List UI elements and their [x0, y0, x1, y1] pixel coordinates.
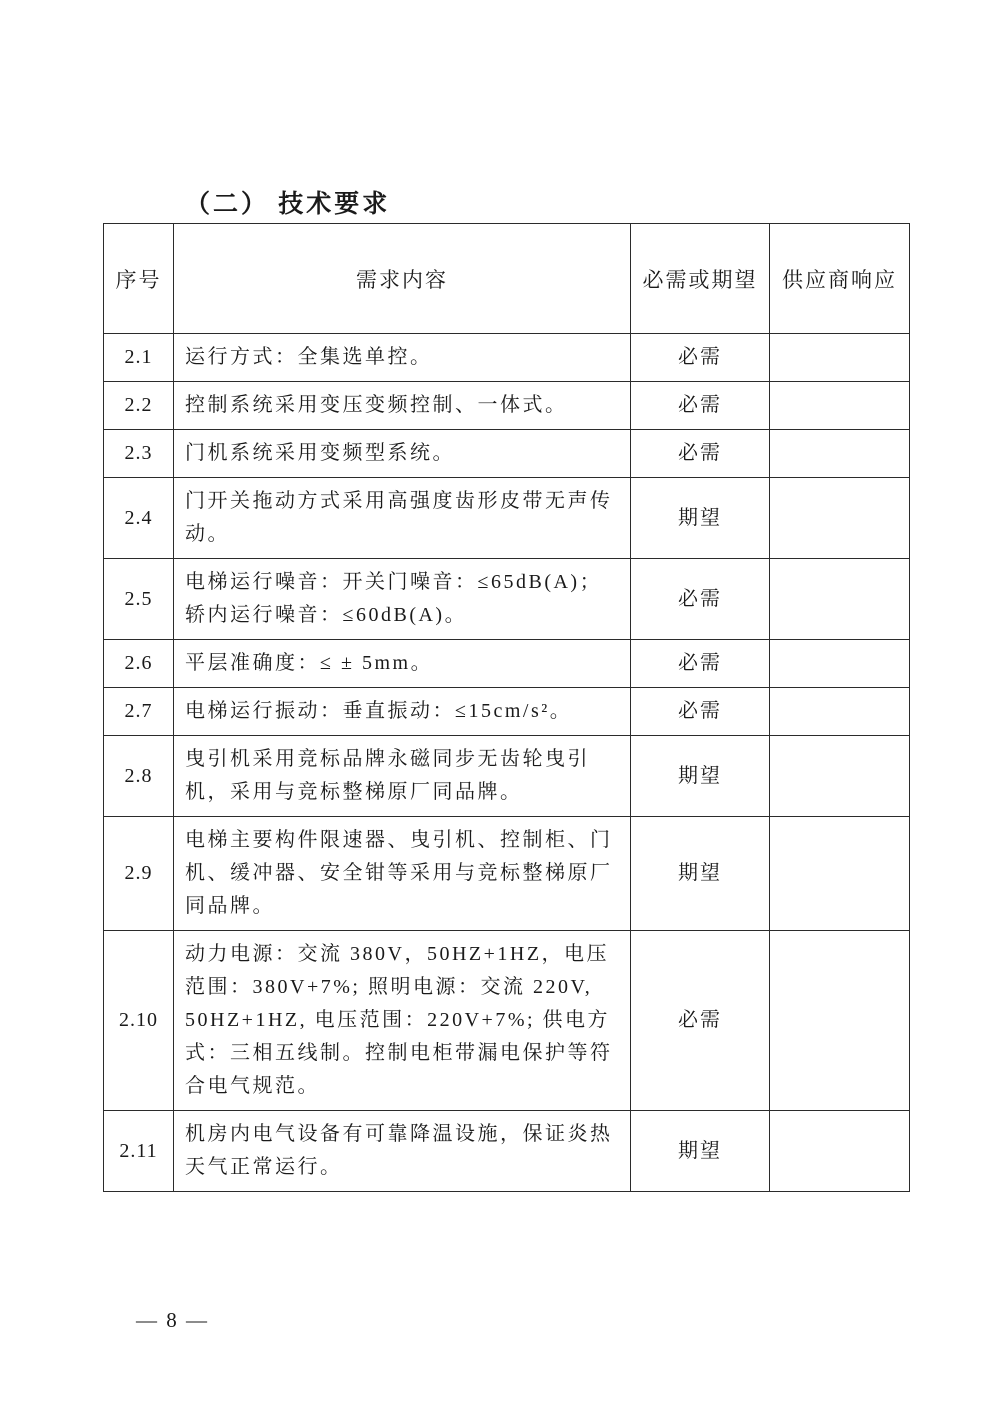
- cell-supplier-response: [770, 931, 910, 1111]
- column-header-necessity: 必需或期望: [631, 224, 770, 334]
- cell-seq: 2.1: [104, 334, 174, 382]
- requirements-table: [103, 223, 910, 1192]
- cell-content: 门机系统采用变频型系统。: [174, 430, 631, 478]
- cell-seq: 2.8: [104, 736, 174, 817]
- cell-supplier-response: [770, 736, 910, 817]
- cell-supplier-response: [770, 334, 910, 382]
- cell-content: 机房内电气设备有可靠降温设施，保证炎热天气正常运行。: [174, 1111, 631, 1192]
- cell-content: 运行方式：全集选单控。: [174, 334, 631, 382]
- cell-supplier-response: [770, 559, 910, 640]
- cell-content: 门开关拖动方式采用高强度齿形皮带无声传动。: [174, 478, 631, 559]
- cell-necessity: 期望: [631, 478, 770, 559]
- table-row: [104, 478, 910, 559]
- table-row: [104, 334, 910, 382]
- table-row: [104, 817, 910, 931]
- cell-necessity: 期望: [631, 1111, 770, 1192]
- cell-content: 电梯运行噪音：开关门噪音：≤65dB(A)；轿内运行噪音：≤60dB(A)。: [174, 559, 631, 640]
- cell-seq: 2.4: [104, 478, 174, 559]
- section-title: （二） 技术要求: [185, 191, 391, 218]
- cell-seq: 2.3: [104, 430, 174, 478]
- cell-necessity: 必需: [631, 688, 770, 736]
- cell-necessity: 期望: [631, 736, 770, 817]
- cell-necessity: 必需: [631, 559, 770, 640]
- table-row: [104, 640, 910, 688]
- table-row: [104, 1111, 910, 1192]
- table-row: [104, 688, 910, 736]
- table-row: [104, 559, 910, 640]
- column-header-supplier-response: 供应商响应: [770, 224, 910, 334]
- cell-seq: 2.10: [104, 931, 174, 1111]
- cell-content: 曳引机采用竞标品牌永磁同步无齿轮曳引机，采用与竞标整梯原厂同品牌。: [174, 736, 631, 817]
- cell-supplier-response: [770, 478, 910, 559]
- cell-content: 平层准确度：≤ ± 5mm。: [174, 640, 631, 688]
- cell-supplier-response: [770, 382, 910, 430]
- cell-content: 电梯运行振动：垂直振动：≤15cm/s²。: [174, 688, 631, 736]
- cell-seq: 2.11: [104, 1111, 174, 1192]
- cell-content: 控制系统采用变压变频控制、一体式。: [174, 382, 631, 430]
- cell-supplier-response: [770, 817, 910, 931]
- cell-necessity: 必需: [631, 334, 770, 382]
- cell-seq: 2.6: [104, 640, 174, 688]
- cell-supplier-response: [770, 688, 910, 736]
- table-row: [104, 736, 910, 817]
- cell-necessity: 必需: [631, 382, 770, 430]
- cell-seq: 2.5: [104, 559, 174, 640]
- table-row: [104, 382, 910, 430]
- table-row: [104, 430, 910, 478]
- cell-necessity: 必需: [631, 931, 770, 1111]
- cell-supplier-response: [770, 1111, 910, 1192]
- table-header-row: [104, 224, 910, 334]
- cell-necessity: 必需: [631, 430, 770, 478]
- cell-necessity: 期望: [631, 817, 770, 931]
- cell-seq: 2.2: [104, 382, 174, 430]
- column-header-seq: 序号: [104, 224, 174, 334]
- table-row: [104, 931, 910, 1111]
- cell-seq: 2.9: [104, 817, 174, 931]
- column-header-content: 需求内容: [174, 224, 631, 334]
- cell-supplier-response: [770, 430, 910, 478]
- page-number: — 8 —: [136, 1308, 209, 1332]
- cell-supplier-response: [770, 640, 910, 688]
- cell-content: 电梯主要构件限速器、曳引机、控制柜、门机、缓冲器、安全钳等采用与竞标整梯原厂同品牌。: [174, 817, 631, 931]
- cell-content: 动力电源：交流 380V，50HZ+1HZ，电压范围：380V+7%; 照明电源：交流 220V, 50HZ+1HZ, 电压范围：220V+7%; 供电方式：三相五线制。控制电柜带漏电保护等符合电气规范。: [174, 931, 631, 1111]
- cell-necessity: 必需: [631, 640, 770, 688]
- cell-seq: 2.7: [104, 688, 174, 736]
